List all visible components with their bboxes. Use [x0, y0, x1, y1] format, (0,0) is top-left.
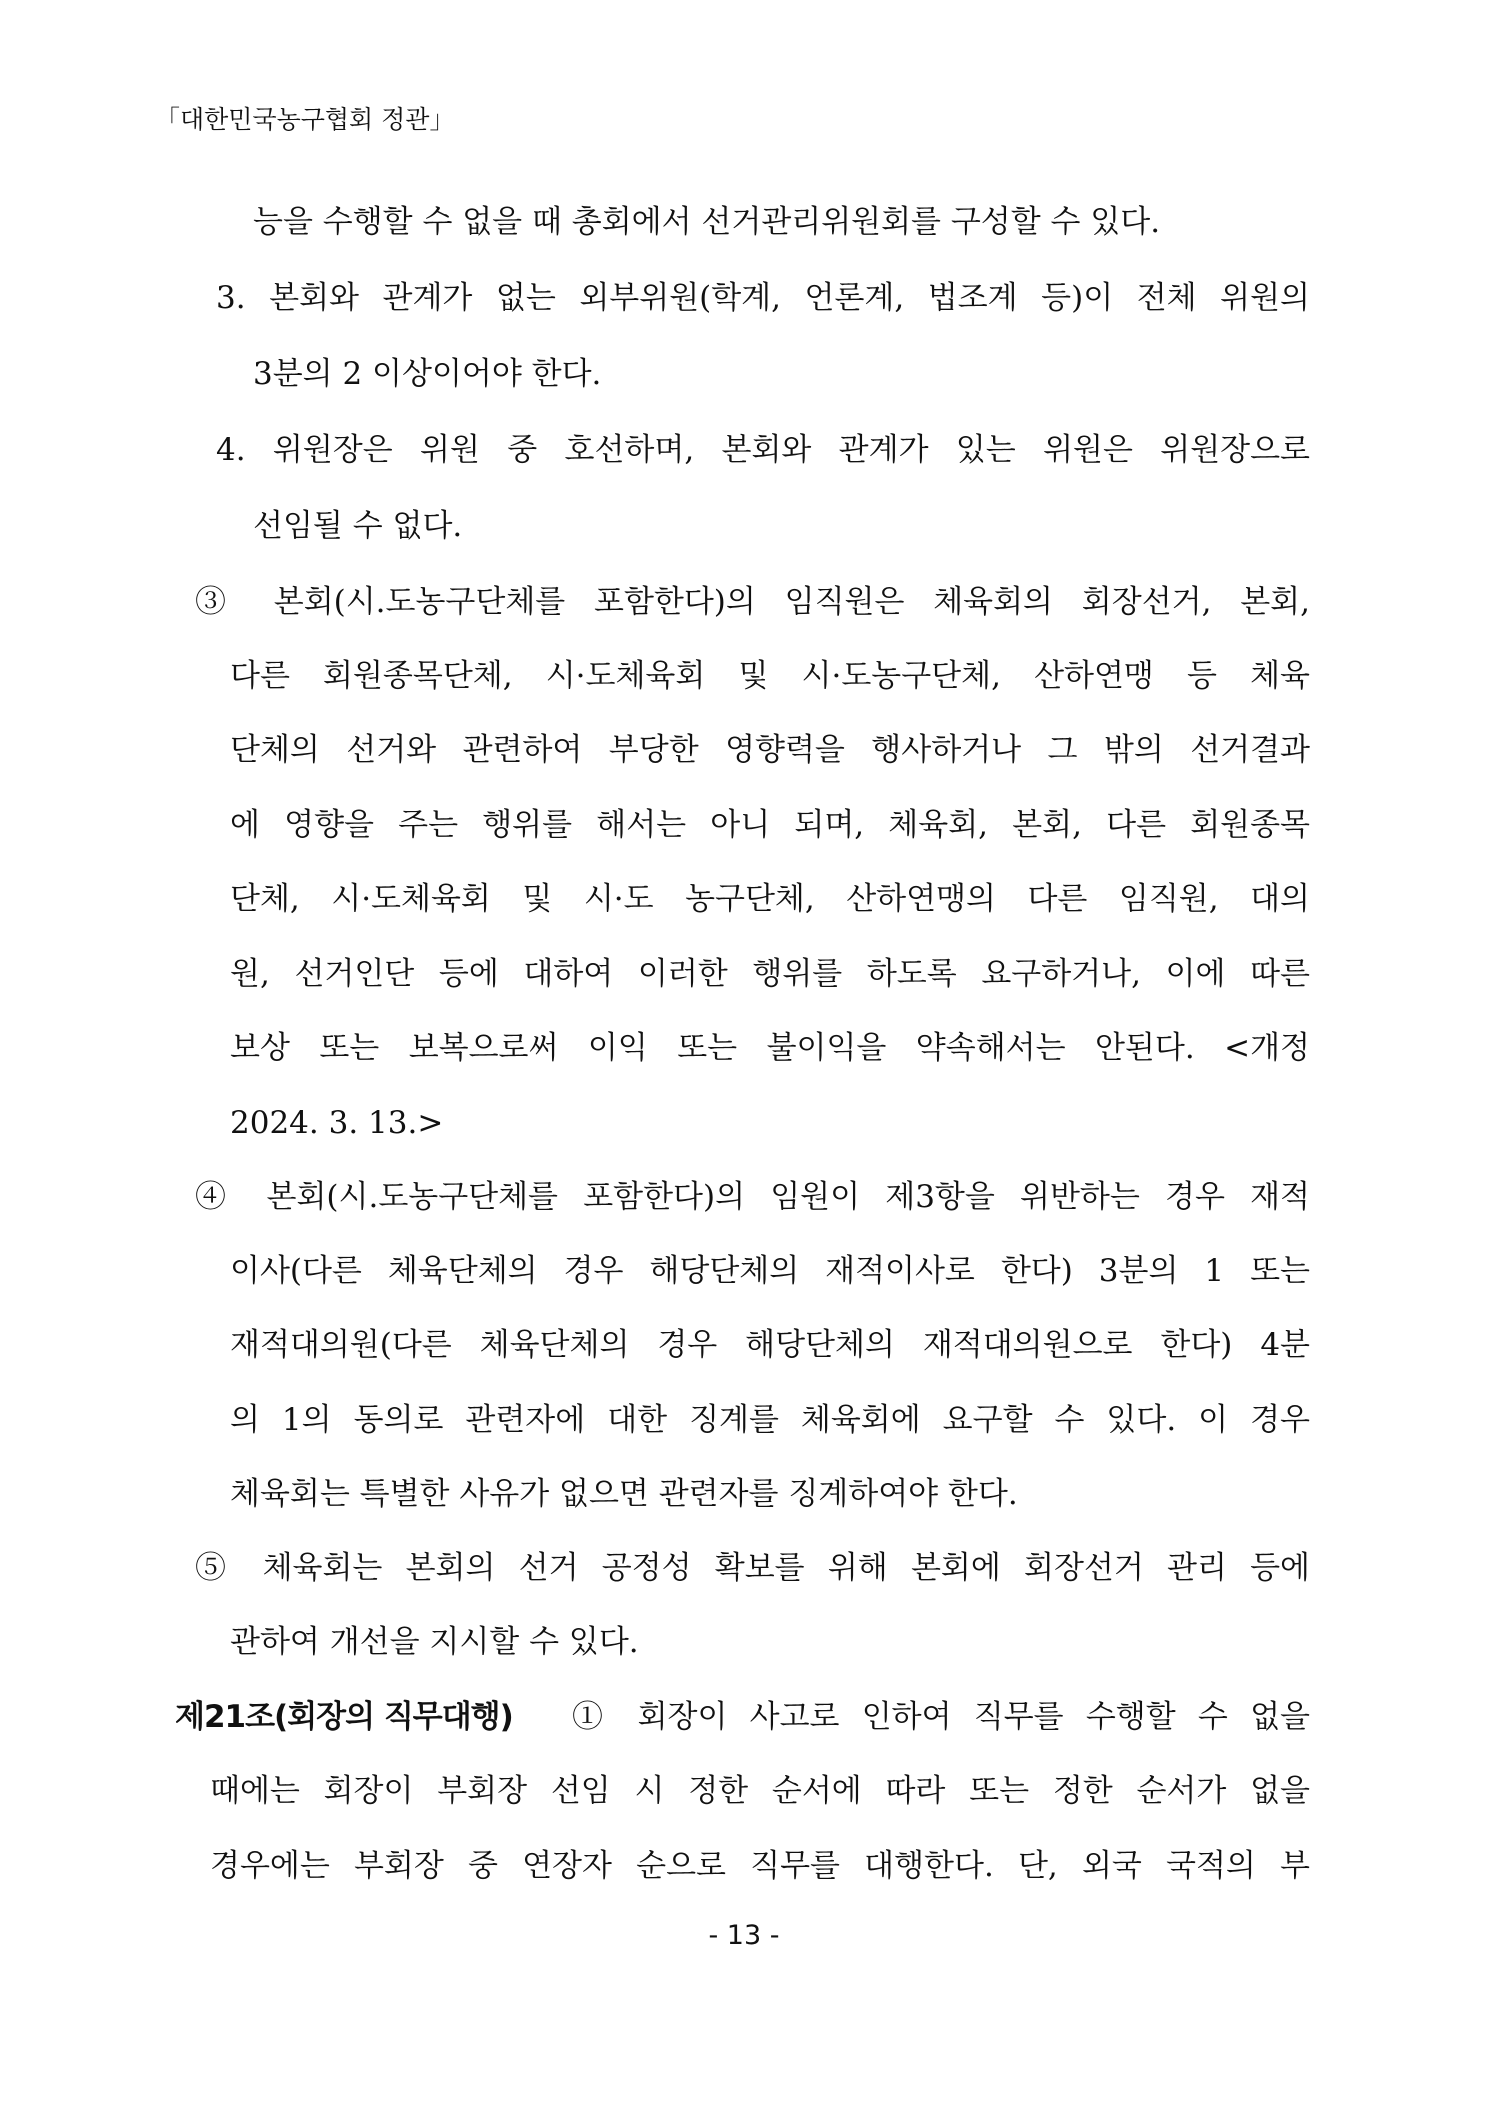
article-21-heading: 제21조(회장의 직무대행) [175, 1699, 513, 1735]
paragraph-4-line-5: 체육회는 특별한 사유가 없으면 관련자를 징계하여야 한다. [230, 1476, 1018, 1512]
paragraph-4-line-2: 이사(다른 체육단체의 경우 해당단체의 재적이사로 한다) 3분의 1 또는 [230, 1253, 1310, 1289]
article-21-line-3: 경우에는 부회장 중 연장자 순으로 직무를 대행한다. 단, 외국 국적의 부 [210, 1848, 1310, 1884]
paragraph-3-line-8: 2024. 3. 13.> [230, 1105, 444, 1141]
paragraph-4-line-3: 재적대의원(다른 체육단체의 경우 해당단체의 재적대의원으로 한다) 4분 [230, 1327, 1310, 1363]
paragraph-3-line-6: 원, 선거인단 등에 대하여 이러한 행위를 하도록 요구하거나, 이에 따른 [230, 956, 1310, 992]
paragraph-3-line-7: 보상 또는 보복으로써 이익 또는 불이익을 약속해서는 안된다. <개정 [230, 1030, 1310, 1066]
article-21-line-1: ① 회장이 사고로 인하여 직무를 수행할 수 없을 [572, 1699, 1310, 1735]
paragraph-4-line-4: 의 1의 동의로 관련자에 대한 징계를 체육회에 요구할 수 있다. 이 경우 [230, 1402, 1310, 1438]
list-item-4-line-1: 4. 위원장은 위원 중 호선하며, 본회와 관계가 있는 위원은 위원장으로 [216, 432, 1310, 468]
paragraph-5-line-2: 관하여 개선을 지시할 수 있다. [230, 1624, 639, 1660]
paragraph-3-line-1: ③ 본회(시.도농구단체를 포함한다)의 임직원은 체육회의 회장선거, 본회, [195, 584, 1310, 620]
paragraph-3-line-4: 에 영향을 주는 행위를 해서는 아니 되며, 체육회, 본회, 다른 회원종목 [230, 807, 1310, 843]
paragraph-4-line-1: ④ 본회(시.도농구단체를 포함한다)의 임원이 제3항을 위반하는 경우 재적 [195, 1179, 1310, 1215]
paragraph-3-line-3: 단체의 선거와 관련하여 부당한 영향력을 행사하거나 그 밖의 선거결과 [230, 732, 1310, 768]
paragraph-5-line-1: ⑤ 체육회는 본회의 선거 공정성 확보를 위해 본회에 회장선거 관리 등에 [195, 1550, 1310, 1586]
list-item-3-line-2: 3분의 2 이상이어야 한다. [253, 356, 602, 392]
paragraph-line: 능을 수행할 수 없을 때 총회에서 선거관리위원회를 구성할 수 있다. [253, 204, 1161, 240]
list-item-4-line-2: 선임될 수 없다. [253, 508, 463, 544]
paragraph-3-line-2: 다른 회원종목단체, 시·도체육회 및 시·도농구단체, 산하연맹 등 체육 [230, 658, 1310, 694]
list-item-3-line-1: 3. 본회와 관계가 없는 외부위원(학계, 언론계, 법조계 등)이 전체 위원의 [216, 280, 1310, 316]
document-header: 「대한민국농구협회 정관」 [155, 105, 455, 134]
paragraph-3-line-5: 단체, 시·도체육회 및 시·도 농구단체, 산하연맹의 다른 임직원, 대의 [230, 881, 1310, 917]
article-21-line-2: 때에는 회장이 부회장 선임 시 정한 순서에 따라 또는 정한 순서가 없을 [210, 1773, 1310, 1809]
page-number: - 13 - [708, 1920, 780, 1951]
